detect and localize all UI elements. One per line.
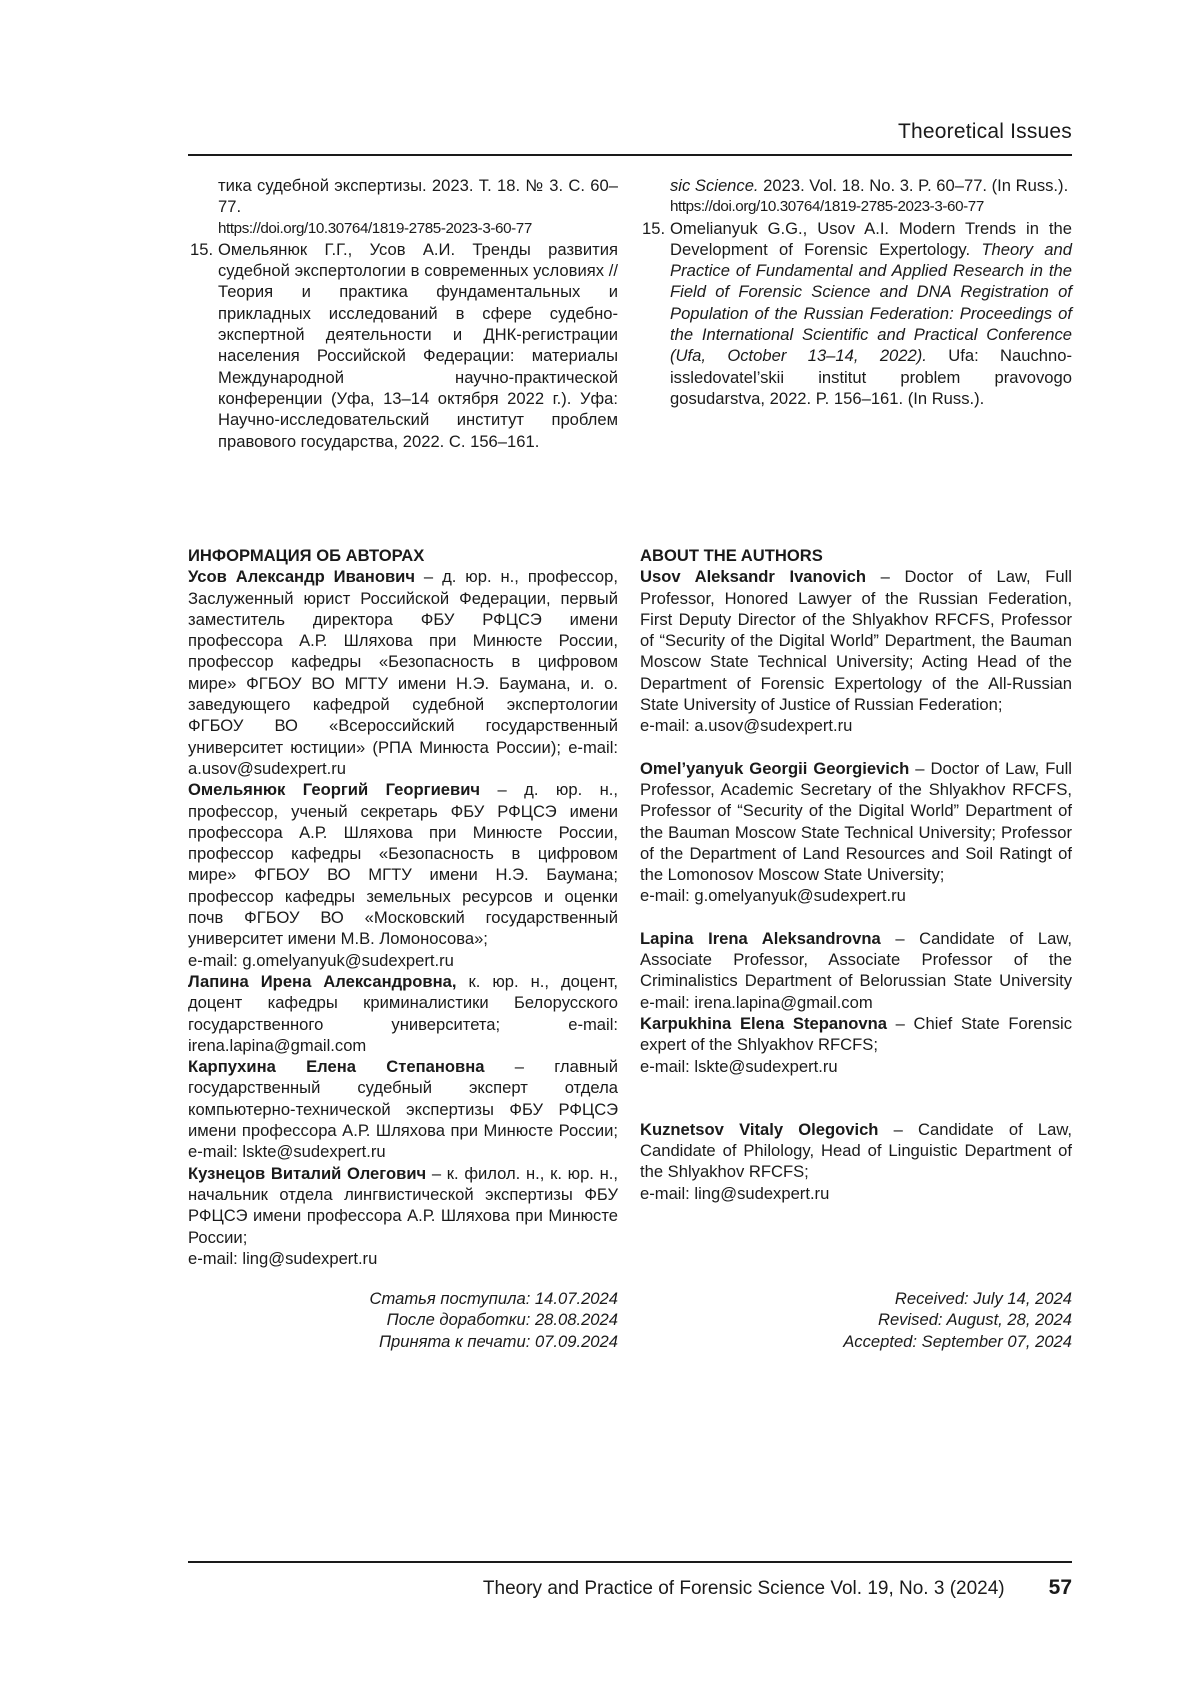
author-name: Кузнецов Виталий Олегович — [188, 1163, 427, 1183]
author-details: – Doctor of Law, Full Professor, Honored Lawyer of the Russian Federation, First Deputy Director of the Shlyakhov RFCFS, Professor of “Security of the Digital World” Department, the Bauman Moscow State Technical University; Acting Head of the Department of Forensic Expertology of the All-Russian State University of Justice of Russian Federation; — [640, 567, 1072, 715]
authors-ru — [188, 545, 618, 1269]
reference-text: Омельянюк Г.Г., Усов А.И. Тренды развития судебной экспертологии в современных условиях // Теория и практика фундаментальных и прикладных исследований в сфере судебно-экспертной деятельности и ДНК-регистрации населения Российской Федерации: материалы Международной научно-практической конференции (Уфа, 13–14 октября 2022 г.). Уфа: Научно-исследовательский институт проблем правового государства, 2022. С. 156–161. — [218, 239, 618, 451]
authors-heading: ABOUT THE AUTHORS — [640, 546, 823, 565]
author-entry — [640, 566, 1072, 736]
article-dates-en — [640, 1288, 1072, 1352]
author-name: Usov Aleksandr Ivanovich — [640, 567, 867, 587]
reference-text: Omelianyuk G.G., Usov A.I. Modern Trends in the Development of Forensic Expertology. — [670, 218, 1072, 259]
reference-continuation — [188, 175, 618, 239]
authors-heading: ИНФОРМАЦИЯ ОБ АВТОРАХ — [188, 546, 425, 565]
references-ru — [188, 175, 618, 452]
date-revised: После доработки: 28.08.2024 — [386, 1310, 618, 1330]
author-details: – д. юр. н., профессор, Заслуженный юрист Российской Федерации, первый заместитель директора ФБУ РФЦСЭ имени профессора А.Р. Шляхова при Минюсте России, профессор кафедры «Безопасность в цифровом мире» ФГБОУ ВО МГТУ имени Н.Э. Баумана, и. о. заведующего кафедрой судебной экспертологии ФГБОУ ВО «Всероссийский государственный университет юстиции» (РПА Минюста России); e-mail: a.usov@sudexpert.ru — [188, 567, 618, 778]
date-received: Received: July 14, 2024 — [894, 1289, 1072, 1308]
author-email[interactable]: e-mail: g.omelyanyuk@sudexpert.ru — [188, 950, 454, 970]
author-name: Lapina Irena Aleksandrovna — [640, 928, 881, 948]
reference-source: Theory and Practice of Fundamental and Applied Research in the Field of Forensic Science and DNA Registration of Population of the Russian Federation: Proceedings of the International Scientific and Practical Conference (Ufa, October 13–14, 2022). — [670, 239, 1072, 366]
reference-text: Ufa: Nauchno-issledovatel’skii institut problem pravovogo gosudarstva, 2022. P. 156–161. (In Russ.). — [670, 346, 1072, 408]
footer-rule — [188, 1561, 1072, 1563]
date-accepted: Принята к печати: 07.09.2024 — [379, 1331, 618, 1351]
author-name: Kuznetsov Vitaly Olegovich — [640, 1119, 879, 1139]
reference-item — [188, 239, 618, 452]
author-entry — [640, 1013, 1072, 1077]
author-details: – главный государственный судебный эксперт отдела компьютерно-технической экспертизы ФБУ РФЦСЭ имени профессора А.Р. Шляхова при Минюсте России; e-mail: lskte@sudexpert.ru — [188, 1057, 618, 1162]
author-name: Karpukhina Elena Stepanovna — [640, 1013, 887, 1033]
author-entry — [188, 566, 618, 779]
journal-citation: Theory and Practice of Forensic Science Vol. 19, No. 3 (2024) — [482, 1578, 1005, 1599]
article-dates-ru — [188, 1288, 618, 1352]
author-entry — [640, 1119, 1072, 1204]
reference-number: 15. — [190, 239, 214, 259]
date-revised: Revised: August, 28, 2024 — [877, 1310, 1072, 1330]
header-rule — [188, 154, 1072, 156]
author-details: – Chief State Forensic expert of the Shlyakhov RFCFS; — [640, 1013, 1072, 1055]
author-email[interactable]: e-mail: lskte@sudexpert.ru — [640, 1056, 838, 1076]
reference-item — [640, 218, 1072, 410]
references-en — [640, 175, 1072, 409]
reference-continuation — [640, 175, 1072, 218]
author-details: – Doctor of Law, Full Professor, Academic Secretary of the Shlyakhov RFCFS, Professor of “Security of the Digital World” Department of the Bauman Moscow State Technical University; Professor of the Department of Land Resources and Soil Ratingt of the Lomonosov Moscow State University; — [640, 758, 1072, 885]
author-email[interactable]: e-mail: ling@sudexpert.ru — [640, 1183, 830, 1203]
page-number: 57 — [1048, 1576, 1072, 1599]
reference-text: 2023. Vol. 18. No. 3. P. 60–77. (In Russ.). — [758, 176, 1069, 195]
author-details: – к. филол. н., к. юр. н., начальник отдела лингвистической экспертизы ФБУ РФЦСЭ имени профессора А.Р. Шляхова при Минюсте России; — [188, 1163, 618, 1247]
author-details: – д. юр. н., профессор, ученый секретарь ФБУ РФЦСЭ имени профессора А.Р. Шляхова при Минюсте России, профессор кафедры «Безопасность в цифровом мире» ФГБОУ ВО МГТУ имени Н.Э. Баумана; профессор кафедры земельных ресурсов и оценки почв ФГБОУ ВО «Московский государственный университет имени М.В. Ломоносова»; — [188, 780, 619, 949]
author-email[interactable]: e-mail: ling@sudexpert.ru — [188, 1248, 378, 1268]
author-name: Omel’yanyuk Georgii Georgievich — [640, 758, 910, 778]
author-name: Усов Александр Иванович — [188, 567, 415, 587]
author-entry — [188, 1056, 618, 1162]
author-details: к. юр. н., доцент, доцент кафедры криминалистики Белорусского государственного университета; e-mail: irena.lapina@gmail.com — [188, 971, 618, 1055]
date-accepted: Accepted: September 07, 2024 — [843, 1331, 1072, 1351]
doi-link[interactable]: https://doi.org/10.30764/1819-2785-2023-3-60-77 — [670, 198, 984, 216]
reference-text: тика судебной экспертизы. 2023. Т. 18. № 3. С. 60–77. — [218, 176, 618, 217]
author-name: Лапина Ирена Александровна, — [188, 971, 457, 991]
page-footer — [483, 1576, 1072, 1600]
author-email[interactable]: e-mail: g.omelyanyuk@sudexpert.ru — [640, 886, 906, 906]
author-entry — [188, 971, 618, 1056]
author-name: Карпухина Елена Степановна — [188, 1057, 485, 1077]
author-entry — [188, 779, 618, 971]
author-entry — [640, 928, 1072, 1013]
author-email[interactable]: e-mail: a.usov@sudexpert.ru — [640, 716, 853, 736]
reference-number: 15. — [642, 218, 666, 238]
author-name: Омельянюк Георгий Георгиевич — [188, 780, 481, 800]
date-received: Статья поступила: 14.07.2024 — [369, 1289, 618, 1308]
doi-link[interactable]: https://doi.org/10.30764/1819-2785-2023-3-60-77 — [218, 219, 532, 237]
author-entry — [640, 758, 1072, 907]
author-entry — [188, 1163, 618, 1269]
author-details: – Candidate of Law, Associate Professor, Associate Professor of the Criminalistics Department of Belorussian State University e-mail: irena.lapina@gmail.com — [640, 928, 1073, 1012]
section-header: Theoretical Issues — [897, 120, 1072, 143]
reference-journal: sic Science. — [670, 176, 759, 195]
author-details: – Candidate of Law, Candidate of Philology, Head of Linguistic Department of the Shlyakhov RFCFS; — [640, 1119, 1072, 1182]
authors-en — [640, 545, 1072, 1204]
